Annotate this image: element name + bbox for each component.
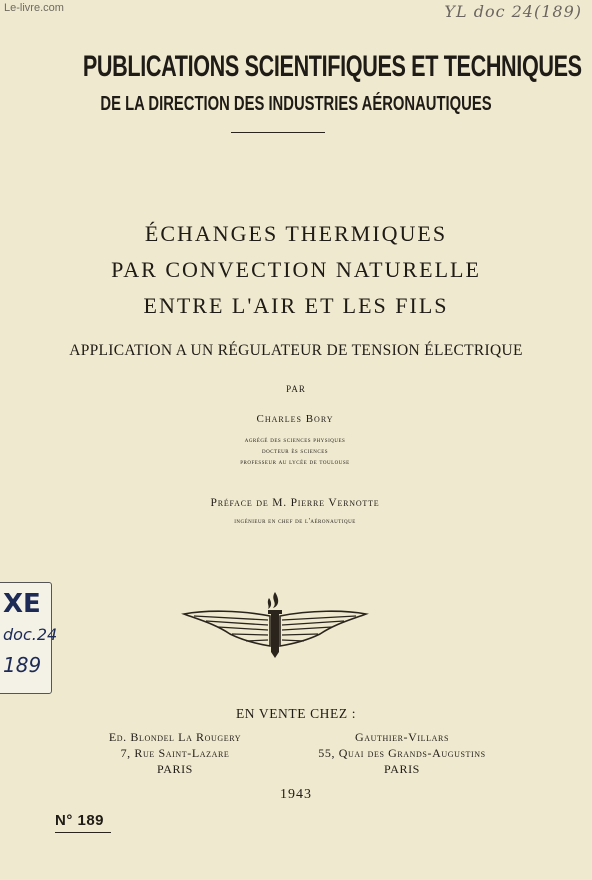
- author-name: Charles Bory: [256, 413, 334, 425]
- sticker-line: doc.24: [3, 625, 58, 644]
- publisher-left-city: PARIS: [157, 762, 193, 776]
- issue-number-underline: [55, 832, 111, 833]
- by-label: PAR: [286, 384, 306, 394]
- preface: Préface de M. Pierre Vernotte: [210, 497, 380, 509]
- author-credential: professeur au lycée de toulouse: [240, 458, 350, 466]
- handwritten-note: YL doc 24(189): [444, 2, 582, 21]
- series-subtitle: DE LA DIRECTION DES INDUSTRIES AÉRONAUTIQUES: [100, 93, 492, 115]
- library-sticker: [0, 582, 58, 694]
- header-rule: [231, 132, 325, 133]
- sale-heading: EN VENTE CHEZ :: [235, 706, 357, 721]
- publisher-right-name: Gauthier-Villars: [354, 730, 450, 744]
- publisher-left-name: Ed. Blondel La Rougery: [108, 730, 242, 744]
- title-line-2: PAR CONVECTION NATURELLE: [111, 257, 481, 282]
- author-credential: docteur ès sciences: [261, 447, 329, 455]
- series-title: PUBLICATIONS SCIENTIFIQUES ET TECHNIQUES: [82, 50, 582, 83]
- author-credential: agrégé des sciences physiques: [244, 436, 346, 444]
- publisher-left-address: 7, Rue Saint-Lazare: [120, 746, 230, 760]
- publication-year: 1943: [280, 787, 312, 802]
- publisher-right-city: PARIS: [384, 762, 420, 776]
- title-line-1: ÉCHANGES THERMIQUES: [144, 221, 448, 246]
- sticker-line: XE: [3, 589, 41, 619]
- issue-number: N° 189: [55, 812, 105, 829]
- title-line-3: ENTRE L'AIR ET LES FILS: [143, 293, 449, 318]
- sticker-line: 189: [3, 653, 42, 677]
- publisher-right-address: 55, Quai des Grands-Augustins: [318, 746, 486, 760]
- watermark: Le-livre.com: [4, 2, 64, 14]
- subtitle: APPLICATION A UN RÉGULATEUR DE TENSION ÉLECTRIQUE: [69, 342, 523, 359]
- preface-role: ingénieur en chef de l'aéronautique: [234, 517, 356, 525]
- winged-torch-emblem-icon: [180, 590, 370, 660]
